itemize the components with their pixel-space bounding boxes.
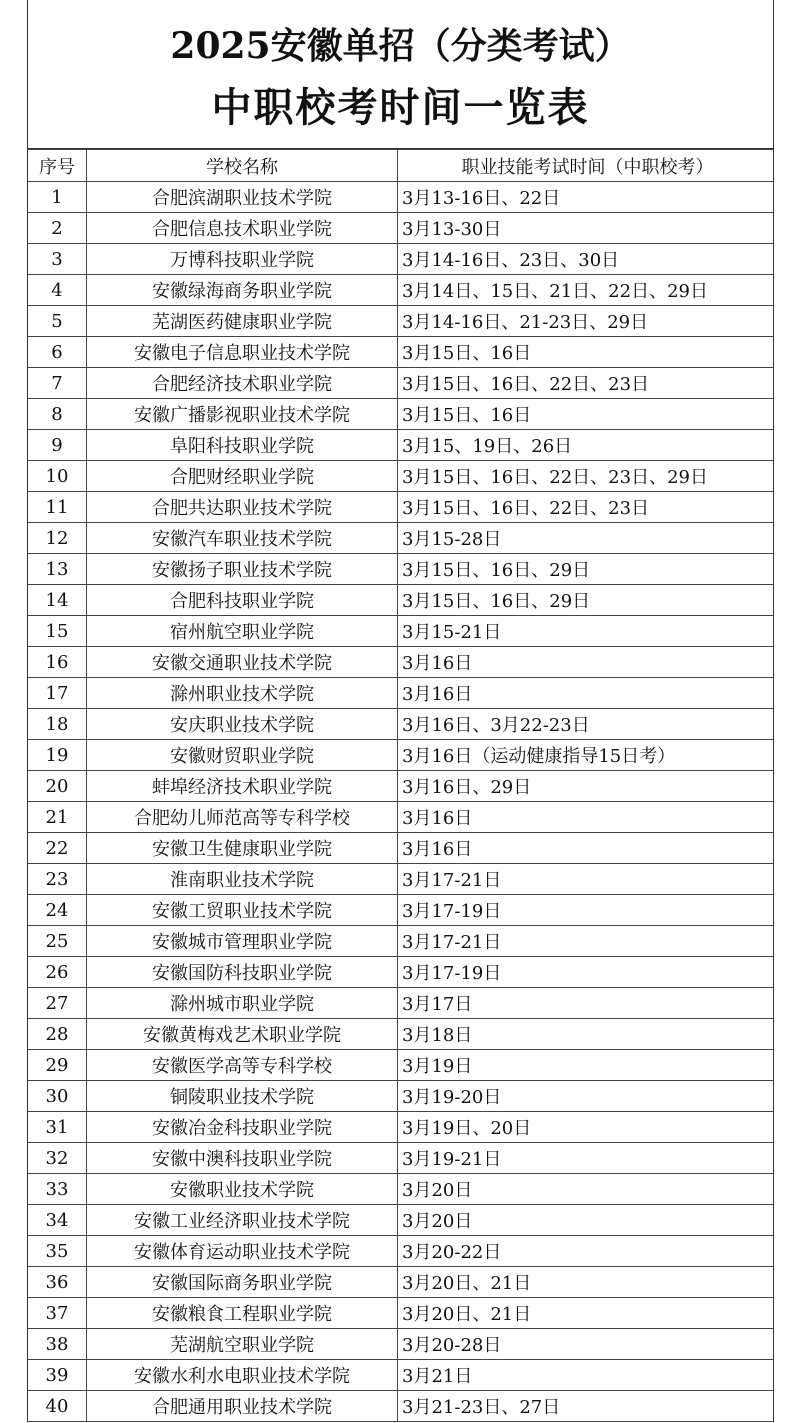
row-number: 14 — [28, 585, 87, 616]
exam-date: 3月21-23日、27日 — [398, 1391, 774, 1422]
school-name: 安徽工业经济职业技术学院 — [87, 1205, 398, 1236]
title-line-2: 中职校考时间一览表 — [211, 84, 590, 131]
row-number: 27 — [28, 988, 87, 1019]
exam-date: 3月19日 — [398, 1050, 774, 1081]
school-name: 芜湖航空职业学院 — [87, 1329, 398, 1360]
table-row — [28, 709, 773, 740]
exam-date: 3月15日、16日 — [398, 399, 774, 430]
table-row — [28, 1112, 773, 1143]
table-row — [28, 430, 773, 461]
table-row — [28, 740, 773, 771]
school-name: 滁州城市职业学院 — [87, 988, 398, 1019]
table-row — [28, 647, 773, 678]
exam-date: 3月15日、16日、22日、23日 — [398, 492, 774, 523]
table-row — [28, 492, 773, 523]
row-number: 37 — [28, 1298, 87, 1329]
table-row — [28, 1205, 773, 1236]
table-row — [28, 182, 773, 213]
school-name: 合肥财经职业学院 — [87, 461, 398, 492]
exam-date: 3月17-21日 — [398, 926, 774, 957]
row-number: 35 — [28, 1236, 87, 1267]
table-row — [28, 864, 773, 895]
school-name: 安徽粮食工程职业学院 — [87, 1298, 398, 1329]
school-name: 安徽汽车职业技术学院 — [87, 523, 398, 554]
exam-date: 3月20日、21日 — [398, 1267, 774, 1298]
exam-date: 3月20-22日 — [398, 1236, 774, 1267]
schedule-table — [28, 149, 773, 1422]
exam-date: 3月18日 — [398, 1019, 774, 1050]
row-number: 12 — [28, 523, 87, 554]
row-number: 33 — [28, 1174, 87, 1205]
exam-date: 3月15日、16日、29日 — [398, 554, 774, 585]
exam-date: 3月17日 — [398, 988, 774, 1019]
exam-date: 3月16日（运动健康指导15日考） — [398, 740, 774, 771]
row-number: 32 — [28, 1143, 87, 1174]
exam-date: 3月15-28日 — [398, 523, 774, 554]
header-date: 职业技能考试时间（中职校考） — [398, 150, 774, 182]
school-name: 安徽水利水电职业技术学院 — [87, 1360, 398, 1391]
row-number: 24 — [28, 895, 87, 926]
school-name: 安徽交通职业技术学院 — [87, 647, 398, 678]
school-name: 安徽医学高等专科学校 — [87, 1050, 398, 1081]
exam-date: 3月15日、16日、22日、23日 — [398, 368, 774, 399]
table-row — [28, 1267, 773, 1298]
exam-date: 3月13-16日、22日 — [398, 182, 774, 213]
table-row — [28, 1174, 773, 1205]
school-name: 安徽电子信息职业技术学院 — [87, 337, 398, 368]
exam-date: 3月16日 — [398, 678, 774, 709]
school-name: 安徽工贸职业技术学院 — [87, 895, 398, 926]
row-number: 9 — [28, 430, 87, 461]
table-row — [28, 244, 773, 275]
exam-date: 3月21日 — [398, 1360, 774, 1391]
school-name: 合肥滨湖职业技术学院 — [87, 182, 398, 213]
row-number: 3 — [28, 244, 87, 275]
row-number: 2 — [28, 213, 87, 244]
row-number: 29 — [28, 1050, 87, 1081]
exam-date: 3月15、19日、26日 — [398, 430, 774, 461]
row-number: 31 — [28, 1112, 87, 1143]
school-name: 合肥科技职业学院 — [87, 585, 398, 616]
table-row — [28, 771, 773, 802]
row-number: 4 — [28, 275, 87, 306]
row-number: 6 — [28, 337, 87, 368]
table-row — [28, 1391, 773, 1422]
exam-date: 3月14-16日、21-23日、29日 — [398, 306, 774, 337]
table-row — [28, 585, 773, 616]
row-number: 30 — [28, 1081, 87, 1112]
row-number: 17 — [28, 678, 87, 709]
row-number: 21 — [28, 802, 87, 833]
table-row — [28, 926, 773, 957]
row-number: 40 — [28, 1391, 87, 1422]
table-row — [28, 1081, 773, 1112]
row-number: 38 — [28, 1329, 87, 1360]
school-name: 安徽绿海商务职业学院 — [87, 275, 398, 306]
row-number: 39 — [28, 1360, 87, 1391]
table-row — [28, 1050, 773, 1081]
school-name: 合肥通用职业技术学院 — [87, 1391, 398, 1422]
school-name: 铜陵职业技术学院 — [87, 1081, 398, 1112]
table-row — [28, 306, 773, 337]
header-no: 序号 — [28, 150, 87, 182]
exam-date: 3月17-19日 — [398, 895, 774, 926]
school-name: 宿州航空职业学院 — [87, 616, 398, 647]
title-line-1: 2025安徽单招（分类考试） — [170, 25, 631, 67]
exam-date: 3月13-30日 — [398, 213, 774, 244]
exam-date: 3月14日、15日、21日、22日、29日 — [398, 275, 774, 306]
school-name: 安庆职业技术学院 — [87, 709, 398, 740]
exam-date: 3月15日、16日 — [398, 337, 774, 368]
table-row — [28, 802, 773, 833]
exam-date: 3月16日 — [398, 647, 774, 678]
school-name: 安徽冶金科技职业学院 — [87, 1112, 398, 1143]
exam-date: 3月17-21日 — [398, 864, 774, 895]
exam-date: 3月15-21日 — [398, 616, 774, 647]
table-row — [28, 957, 773, 988]
table-row — [28, 1329, 773, 1360]
row-number: 7 — [28, 368, 87, 399]
row-number: 13 — [28, 554, 87, 585]
row-number: 10 — [28, 461, 87, 492]
table-row — [28, 616, 773, 647]
exam-date: 3月16日 — [398, 833, 774, 864]
school-name: 芜湖医药健康职业学院 — [87, 306, 398, 337]
school-name: 安徽职业技术学院 — [87, 1174, 398, 1205]
school-name: 合肥信息技术职业学院 — [87, 213, 398, 244]
row-number: 18 — [28, 709, 87, 740]
row-number: 20 — [28, 771, 87, 802]
exam-date: 3月20日 — [398, 1205, 774, 1236]
row-number: 34 — [28, 1205, 87, 1236]
exam-date: 3月15日、16日、22日、23日、29日 — [398, 461, 774, 492]
exam-date: 3月14-16日、23日、30日 — [398, 244, 774, 275]
table-row — [28, 833, 773, 864]
row-number: 5 — [28, 306, 87, 337]
row-number: 28 — [28, 1019, 87, 1050]
school-name: 安徽黄梅戏艺术职业学院 — [87, 1019, 398, 1050]
table-row — [28, 1019, 773, 1050]
school-name: 淮南职业技术学院 — [87, 864, 398, 895]
table-row — [28, 1360, 773, 1391]
row-number: 25 — [28, 926, 87, 957]
table-row — [28, 1143, 773, 1174]
row-number: 8 — [28, 399, 87, 430]
row-number: 16 — [28, 647, 87, 678]
row-number: 36 — [28, 1267, 87, 1298]
school-name: 安徽国防科技职业学院 — [87, 957, 398, 988]
table-row — [28, 399, 773, 430]
school-name: 安徽财贸职业学院 — [87, 740, 398, 771]
exam-date: 3月19日、20日 — [398, 1112, 774, 1143]
table-row — [28, 554, 773, 585]
table-row — [28, 1236, 773, 1267]
exam-date: 3月20日 — [398, 1174, 774, 1205]
school-name: 阜阳科技职业学院 — [87, 430, 398, 461]
table-row — [28, 337, 773, 368]
row-number: 22 — [28, 833, 87, 864]
school-name: 滁州职业技术学院 — [87, 678, 398, 709]
exam-date: 3月17-19日 — [398, 957, 774, 988]
row-number: 11 — [28, 492, 87, 523]
schedule-document — [27, 0, 774, 1422]
table-row — [28, 895, 773, 926]
exam-date: 3月19-20日 — [398, 1081, 774, 1112]
school-name: 安徽扬子职业技术学院 — [87, 554, 398, 585]
row-number: 26 — [28, 957, 87, 988]
exam-date: 3月16日、29日 — [398, 771, 774, 802]
exam-date: 3月15日、16日、29日 — [398, 585, 774, 616]
exam-date: 3月20日、21日 — [398, 1298, 774, 1329]
school-name: 万博科技职业学院 — [87, 244, 398, 275]
table-row — [28, 523, 773, 554]
school-name: 安徽国际商务职业学院 — [87, 1267, 398, 1298]
school-name: 合肥经济技术职业学院 — [87, 368, 398, 399]
table-row — [28, 368, 773, 399]
header-row — [28, 150, 773, 182]
school-name: 蚌埠经济技术职业学院 — [87, 771, 398, 802]
table-row — [28, 275, 773, 306]
exam-date: 3月16日 — [398, 802, 774, 833]
school-name: 安徽城市管理职业学院 — [87, 926, 398, 957]
table-row — [28, 461, 773, 492]
title-block — [28, 0, 773, 149]
school-name: 安徽卫生健康职业学院 — [87, 833, 398, 864]
table-row — [28, 1298, 773, 1329]
header-school: 学校名称 — [87, 150, 398, 182]
table-row — [28, 678, 773, 709]
table-row — [28, 988, 773, 1019]
row-number: 23 — [28, 864, 87, 895]
school-name: 安徽体育运动职业技术学院 — [87, 1236, 398, 1267]
school-name: 合肥幼儿师范高等专科学校 — [87, 802, 398, 833]
exam-date: 3月20-28日 — [398, 1329, 774, 1360]
row-number: 19 — [28, 740, 87, 771]
school-name: 安徽中澳科技职业学院 — [87, 1143, 398, 1174]
exam-date: 3月19-21日 — [398, 1143, 774, 1174]
row-number: 1 — [28, 182, 87, 213]
school-name: 合肥共达职业技术学院 — [87, 492, 398, 523]
school-name: 安徽广播影视职业技术学院 — [87, 399, 398, 430]
exam-date: 3月16日、3月22-23日 — [398, 709, 774, 740]
row-number: 15 — [28, 616, 87, 647]
table-row — [28, 213, 773, 244]
